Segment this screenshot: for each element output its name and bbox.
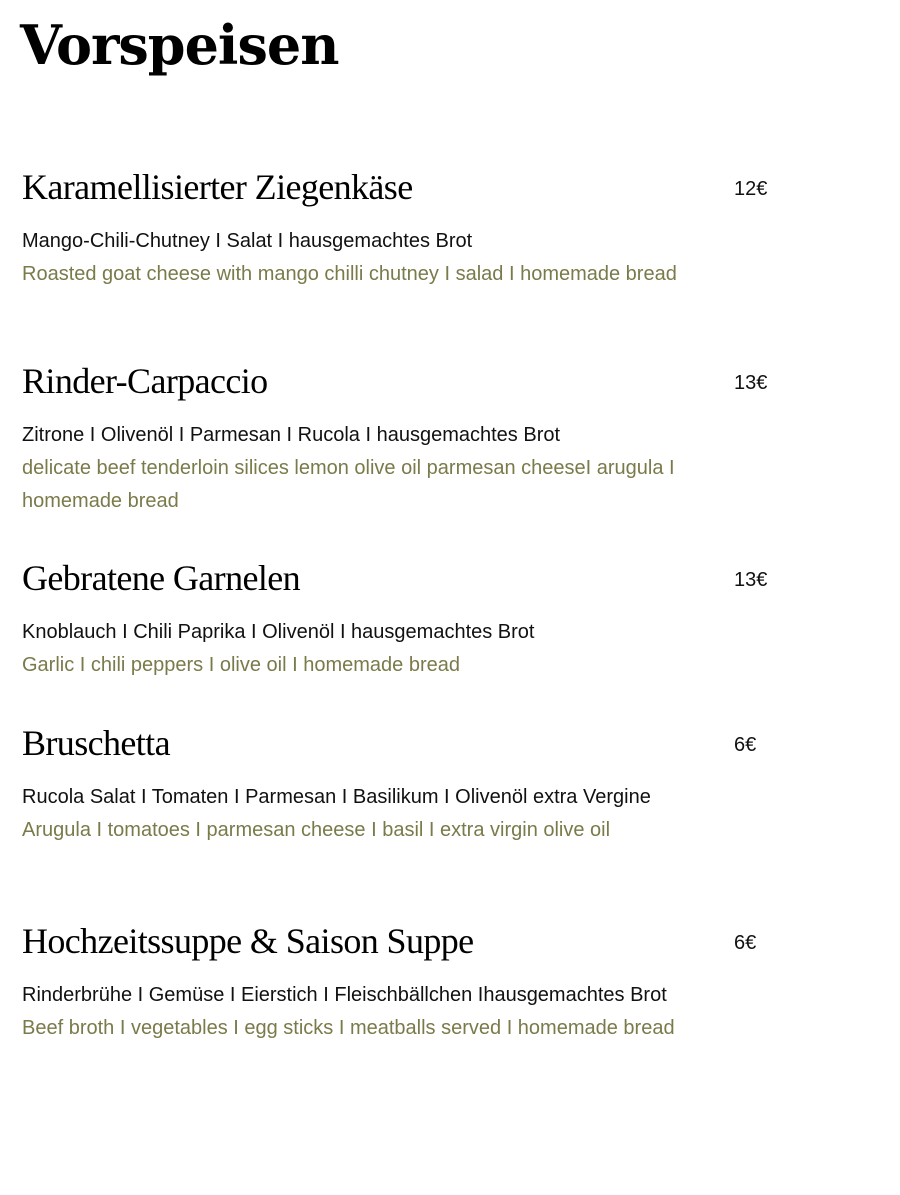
menu-item-description-en: Beef broth I vegetables I egg sticks I meatballs served I homemade bread xyxy=(22,1017,675,1039)
menu-item-name: Karamellisierter Ziegenkäse xyxy=(22,167,413,207)
menu-item-price: 6€ xyxy=(734,734,757,756)
menu-item-description-de: Zitrone I Olivenöl I Parmesan I Rucola I hausgemachtes Brot xyxy=(22,424,561,446)
menu-item-description-de: Mango-Chili-Chutney I Salat I hausgemachtes Brot xyxy=(22,230,473,252)
menu-item-description-de: Knoblauch I Chili Paprika I Olivenöl I hausgemachtes Brot xyxy=(22,621,535,643)
menu-item-description-de: Rucola Salat I Tomaten I Parmesan I Basilikum I Olivenöl extra Vergine xyxy=(22,786,651,808)
menu-item-description-de: Rinderbrühe I Gemüse I Eierstich I Fleischbällchen Ihausgemachtes Brot xyxy=(22,984,667,1006)
menu-item-description-en: delicate beef tenderloin silices lemon olive oil parmesan cheeseI arugula I homemade bread xyxy=(22,457,675,512)
menu-item-description-en: Roasted goat cheese with mango chilli chutney I salad I homemade bread xyxy=(22,263,677,285)
menu-item-price: 6€ xyxy=(734,932,757,954)
menu-item-name: Bruschetta xyxy=(22,723,170,763)
menu-item-name: Rinder-Carpaccio xyxy=(22,361,268,401)
menu-item-description-en: Arugula I tomatoes I parmesan cheese I basil I extra virgin olive oil xyxy=(22,819,611,841)
menu-item-description-en: Garlic I chili peppers I olive oil I homemade bread xyxy=(22,654,460,676)
page-title: Vorspeisen xyxy=(20,13,339,77)
menu-item-price: 13€ xyxy=(734,569,768,591)
menu-item-name: Gebratene Garnelen xyxy=(22,558,301,598)
menu-item-price: 12€ xyxy=(734,178,768,200)
menu-item-name: Hochzeitssuppe & Saison Suppe xyxy=(22,921,474,961)
menu-item-price: 13€ xyxy=(734,372,768,394)
